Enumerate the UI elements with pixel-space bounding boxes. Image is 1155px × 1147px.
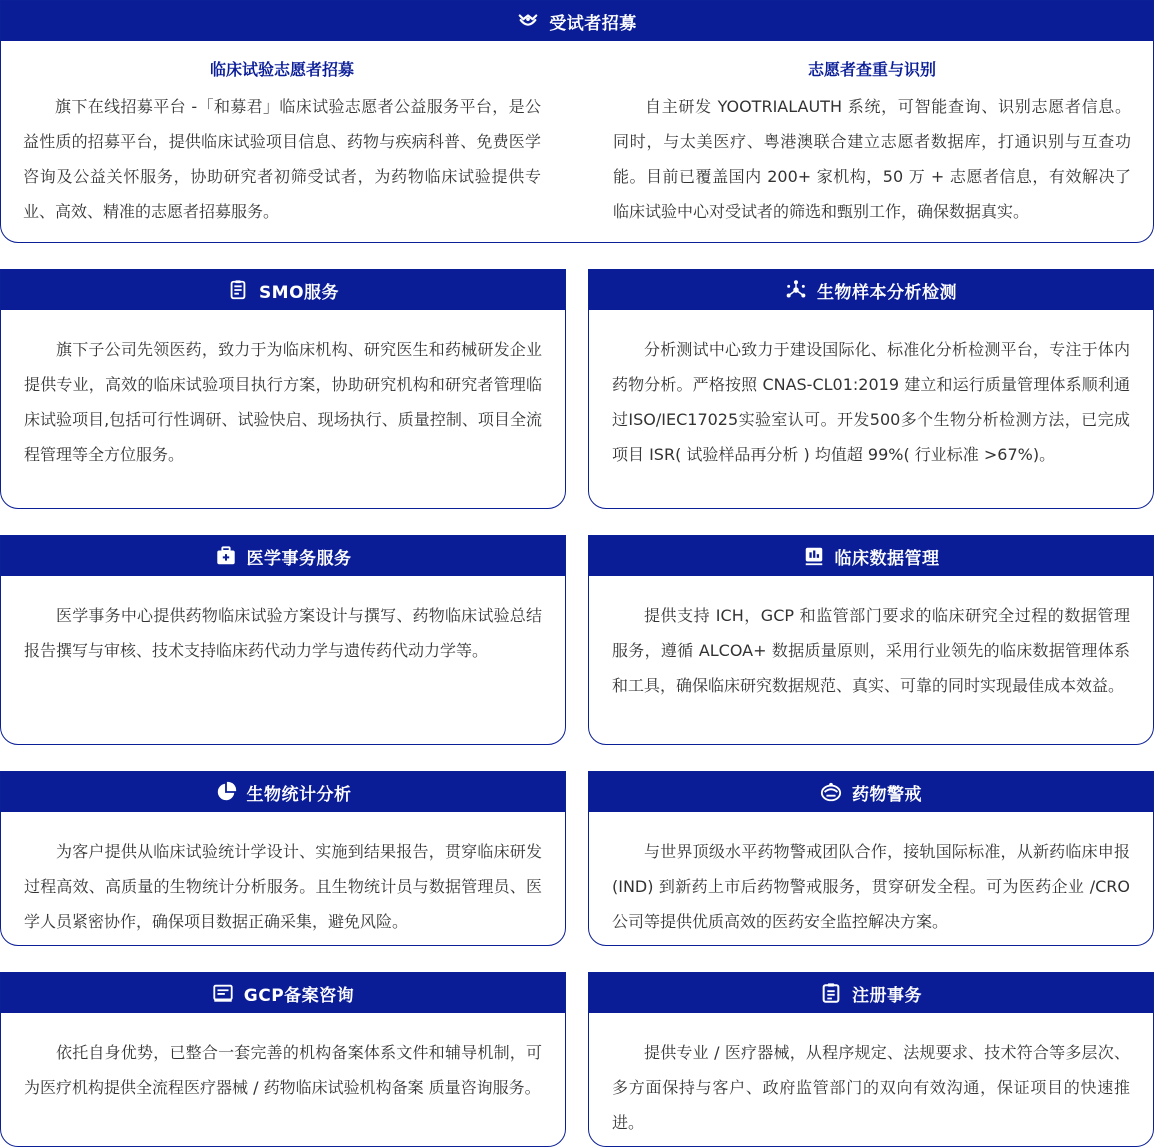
medical-kit-icon xyxy=(215,545,237,567)
smo-service-text: 旗下子公司先领医药，致力于为临床机构、研究医生和药械研发企业提供专业，高效的临床试验项目执行方案，协助研究机构和研究者管理临床试验项目,包括可行性调研、试验快启、现场执行、质量控制、项目全流程管理等全方位服务。 xyxy=(24,340,542,464)
bio-sample-header xyxy=(589,270,1153,310)
biostatistics-header xyxy=(1,772,565,812)
registration-text: 提供专业 / 医疗器械，从程序规定、法规要求、技术符合等多层次、多方面保持与客户、政府监管部门的双向有效沟通，保证项目的快速推进。 xyxy=(612,1043,1130,1132)
medical-affairs-card xyxy=(0,535,566,745)
clinical-data-card xyxy=(588,535,1154,745)
smo-service-card xyxy=(0,269,566,509)
pharmacovigilance-card xyxy=(588,771,1154,946)
volunteer-check-text: 自主研发 YOOTRIALAUTH 系统，可智能查询、识别志愿者信息。同时，与太美医疗、粤港澳联合建立志愿者数据库，打通识别与互查功能。目前已覆盖国内 200+ 家机构，50 万 + 志愿者信息，有效解决了临床试验中心对受试者的筛选和甄别工作，确保数据真实。 xyxy=(613,97,1131,221)
clinical-data-title: 临床数据管理 xyxy=(834,548,940,569)
document-icon xyxy=(212,982,234,1004)
pharmacovigilance-text: 与世界顶级水平药物警戒团队合作，接轨国际标准，从新药临床申报 (IND) 到新药上市后药物警戒服务，贯穿研发全程。可为医药企业 /CRO 公司等提供优质高效的医药安全监控解决方案。 xyxy=(612,842,1130,931)
clinical-data-text: 提供支持 ICH，GCP 和监管部门要求的临床研究全过程的数据管理服务，遵循 ALCOA+ 数据质量原则，采用行业领先的临床数据管理体系和工具，确保临床研究数据规范、真实、可靠的同时实现最佳成本效益。 xyxy=(612,606,1130,695)
medical-affairs-title: 医学事务服务 xyxy=(246,548,352,569)
registration-card xyxy=(588,972,1154,1147)
pie-chart-icon xyxy=(215,781,237,803)
volunteer-recruitment-text: 旗下在线招募平台 -「和募君」临床试验志愿者公益服务平台，是公益性质的招募平台，提供临床试验项目信息、药物与疾病科普、免费医学咨询及公益关怀服务，协助研究者初筛受试者，为药物临床试验提供专业、高效、精准的志愿者招募服务。 xyxy=(23,97,541,221)
volunteer-recruitment-title: 临床试验志愿者招募 xyxy=(209,60,354,79)
bio-sample-card xyxy=(588,269,1154,509)
bio-sample-title: 生物样本分析检测 xyxy=(817,282,957,303)
recruitment-card-title: 受试者招募 xyxy=(549,13,637,34)
molecule-icon xyxy=(785,279,807,301)
clipboard-icon xyxy=(227,279,249,301)
shield-icon xyxy=(820,781,842,803)
medical-affairs-header xyxy=(1,536,565,576)
pharmacovigilance-title: 药物警戒 xyxy=(852,784,922,805)
medical-affairs-text: 医学事务中心提供药物临床试验方案设计与撰写、药物临床试验总结报告撰写与审核、技术支持临床药代动力学与遗传药代动力学等。 xyxy=(24,606,542,660)
biostatistics-title: 生物统计分析 xyxy=(246,784,352,805)
volunteer-recruitment-section xyxy=(23,55,577,229)
registration-title: 注册事务 xyxy=(852,985,922,1006)
bio-sample-text: 分析测试中心致力于建设国际化、标准化分析检测平台，专注于体内药物分析。严格按照 CNAS-CL01:2019 建立和运行质量管理体系顺利通过ISO/IEC17025实验室认可。开发500多个生物分析检测方法，已完成项目 ISR( 试验样品再分析 ) 均值超 99%( 行业标准 >67%)。 xyxy=(612,340,1130,464)
biostatistics-card xyxy=(0,771,566,946)
biostatistics-text: 为客户提供从临床试验统计学设计、实施到结果报告，贯穿临床研发过程高效、高质量的生物统计分析服务。且生物统计员与数据管理员、医学人员紧密协作，确保项目数据正确采集，避免风险。 xyxy=(24,842,542,931)
handshake-icon xyxy=(517,10,539,32)
volunteer-check-section xyxy=(577,55,1131,229)
gcp-filing-text: 依托自身优势，已整合一套完善的机构备案体系文件和辅导机制，可为医疗机构提供全流程医疗器械 / 药物临床试验机构备案 质量咨询服务。 xyxy=(24,1043,542,1097)
clinical-data-header xyxy=(589,536,1153,576)
register-form-icon xyxy=(820,982,842,1004)
gcp-filing-card xyxy=(0,972,566,1147)
gcp-filing-title: GCP备案咨询 xyxy=(243,985,355,1006)
pharmacovigilance-header xyxy=(589,772,1153,812)
smo-service-title: SMO服务 xyxy=(258,282,340,303)
volunteer-check-title: 志愿者查重与识别 xyxy=(807,60,936,79)
registration-header xyxy=(589,973,1153,1013)
gcp-filing-header xyxy=(1,973,565,1013)
smo-service-header xyxy=(1,270,565,310)
recruitment-card-header xyxy=(1,1,1153,41)
data-chart-icon xyxy=(803,545,825,567)
recruitment-card xyxy=(0,0,1154,243)
